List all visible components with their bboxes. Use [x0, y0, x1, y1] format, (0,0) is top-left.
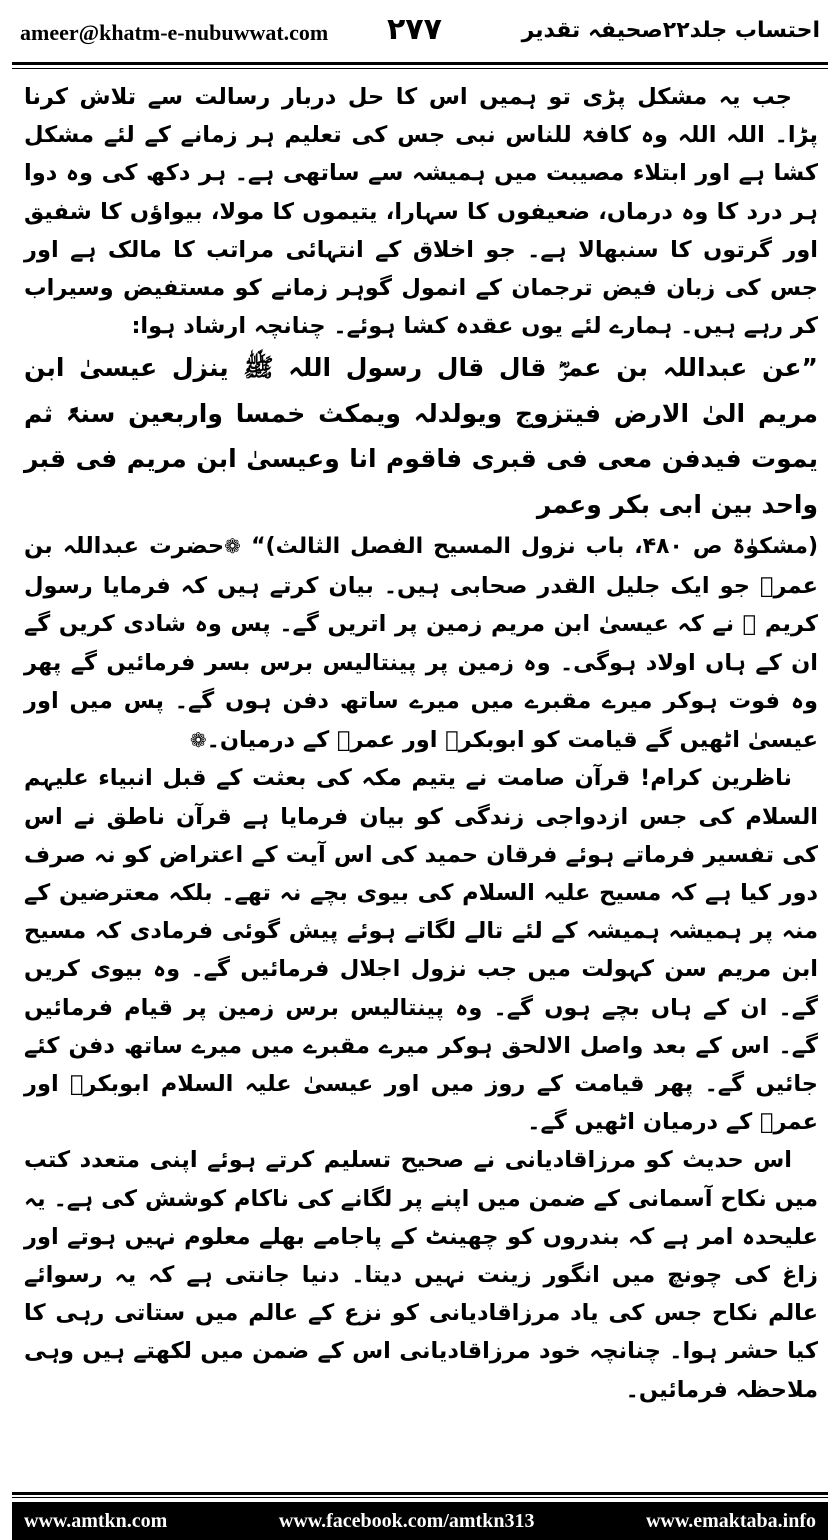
hadith-arabic: ”عن عبداللہ بن عمرؓ قال قال رسول اللہ ﷺ ینزل عیسیٰ ابن مریم الیٰ الارض فیتزوج ویولدلہ ویمکث خمسا واربعین سنۃً ثم یموت فیدفن معی فی قبری فاقوم انا وعیسیٰ ابن مریم فی قبر واحد بین ابی بکر وعمر: [24, 353, 818, 519]
footer-rule: [12, 1492, 828, 1495]
footer-link-amtkn[interactable]: www.amtkn.com: [24, 1509, 168, 1532]
footer-link-facebook[interactable]: www.facebook.com/amtkn313: [278, 1509, 535, 1532]
header-rule-thin: [12, 68, 828, 69]
header-rule: [12, 62, 828, 65]
ornament-icon: ❁: [189, 727, 207, 752]
ornament-icon: ❁: [224, 534, 241, 559]
page-body: [24, 78, 818, 1409]
paragraph-commentary: ناظرین کرام! قرآن صامت نے یتیم مکہ کی بعثت کے قبل انبیاء علیہم السلام کی جس ازدواجی زندگی کو بیان فرمایا ہے قرآن ناطق نے اس کی تفسیر فرماتے ہوئے فرقان حمید کی اس آیت کے اعتراض کو نہ صرف دور کیا ہے کہ مسیح علیہ السلام کی بیوی بچے نہ تھے۔ بلکہ معترضین کے منہ پر ہمیشہ ہمیشہ کے لئے تالے لگاتے ہوئے پیش گوئی فرمادی کہ مسیح ابن مریم سن کہولت میں جب نزول اجلال فرمائیں گے۔ وہ بیوی کریں گے۔ ان کے ہاں بچے ہوں گے۔ وہ پینتالیس برس زمین پر قیام فرمائیں گے۔ اس کے بعد واصل الالحق ہوکر میرے مقبرے میں میرے ساتھ دفن کئے جائیں گے۔ پھر قیامت کے روز میں اور عیسیٰ علیہ السلام ابوبکرؓ اور عمرؓ کے درمیان اٹھیں گے۔: [24, 765, 818, 1136]
hadith-reference: (مشکوٰۃ ص ۴۸۰، باب نزول المسیح الفصل الثالث)“: [251, 534, 819, 560]
hadith-ref-translation: [24, 527, 818, 759]
footer-link-emaktaba[interactable]: www.emaktaba.info: [645, 1509, 816, 1532]
page-header: [12, 10, 828, 56]
hadith-translation: حضرت عبداللہ بن عمرؓ جو ایک جلیل القدر صحابی ہیں۔ بیان کرتے ہیں کہ فرمایا رسول کریم ﷺ نے کہ عیسیٰ ابن مریم زمین پر اتریں گے۔ پس وہ شادی کریں گے ان کے ہاں اولاد ہوگی۔ وہ زمین پر پینتالیس برس بسر فرمائیں گے پھر وہ فوت ہوکر میرے مقبرے میں میرے ساتھ دفن ہوں گے۔ پس میں اور عیسیٰ اٹھیں گے قیامت کو ابوبکرؓ اور عمرؓ کے درمیان۔: [24, 533, 818, 753]
page-number: ۲۷۷: [387, 12, 442, 47]
paragraph-intro: جب یہ مشکل پڑی تو ہمیں اس کا حل دربار رسالت سے تلاش کرنا پڑا۔ اللہ اللہ وہ کافۃ للناس نبی جس کی تعلیم ہر زمانے کے لئے مشکل کشا ہے اور ابتلاء مصیبت میں ہمیشہ سے ساتھی ہے۔ ہر دکھ کی وہ دوا ہر درد کا وہ درماں، ضعیفوں کا سہارا، یتیموں کا مولا، بیواؤں کا شفیق اور گرتوں کا سنبھالا ہے۔ جو اخلاق کے انتہائی مراتب کا مالک ہے اور جس کی زبان فیض ترجمان کے انمول گوہر زمانے کو مستفیض وسیراب کر رہے ہیں۔ ہمارے لئے یوں عقدہ کشا ہوئے۔ چنانچہ ارشاد ہوا:: [24, 84, 818, 340]
footer-rule-thin: [12, 1497, 828, 1498]
footer-bar: [12, 1502, 828, 1540]
book-title: احتساب جلد۲۲صحیفہ تقدیر: [521, 18, 820, 43]
paragraph-mirza: اس حدیث کو مرزاقادیانی نے صحیح تسلیم کرتے ہوئے اپنی متعدد کتب میں نکاح آسمانی کے ضمن میں اپنے پر لگانے کی ناکام کوشش کی ہے۔ یہ علیحدہ امر ہے کہ بندروں کو چھینٹ کے پاجامے بھلے معلوم نہیں ہوتے اور زاغ کی چونچ میں انگور زینت نہیں دیتا۔ دنیا جانتی ہے کہ یہ رسوائے عالم نکاح جس کی یاد مرزاقادیانی کو نزع کے عالم میں ستاتی رہی کا کیا حشر ہوا۔ چنانچہ خود مرزاقادیانی اس کے ضمن میں لکھتے ہیں وہی ملاحظہ فرمائیں۔: [24, 1147, 818, 1403]
header-email[interactable]: ameer@khatm-e-nubuwwat.com: [20, 20, 329, 45]
